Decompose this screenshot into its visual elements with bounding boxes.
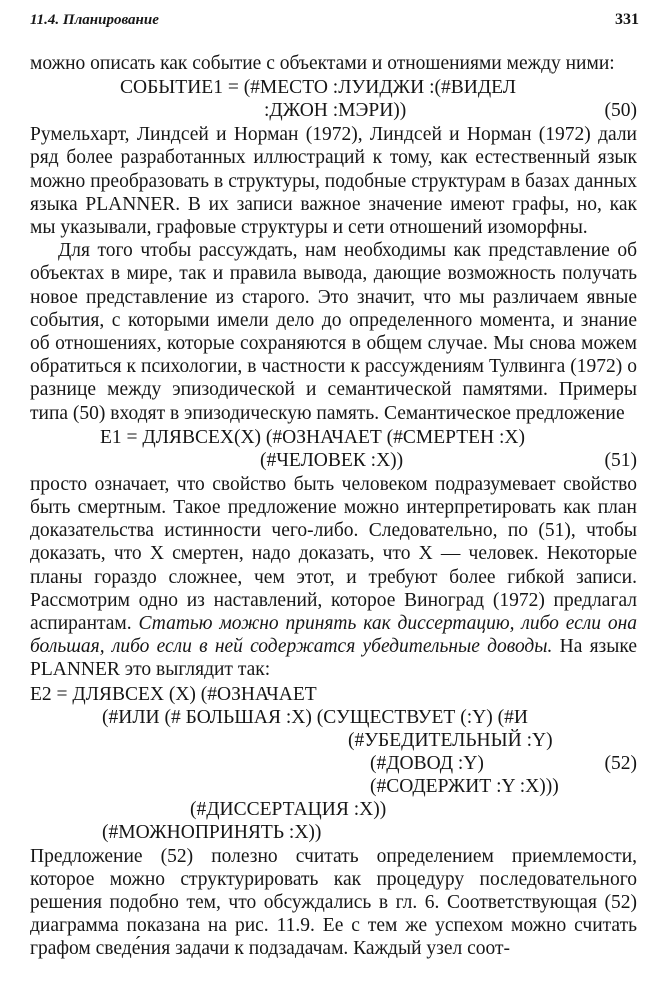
formula-50 bbox=[30, 76, 637, 122]
formula-51 bbox=[30, 426, 637, 472]
running-header bbox=[30, 12, 639, 34]
equation-number-52: (52) bbox=[604, 752, 637, 774]
formula-52-line-4-text: (#ДОВОД :Y) bbox=[370, 752, 484, 774]
formula-52-line-2: (#ИЛИ (# БОЛЬШАЯ :X) (СУЩЕСТВУЕТ (:Y) (#И bbox=[102, 706, 528, 728]
page-body bbox=[30, 52, 637, 961]
formula-52-line-6: (#ДИССЕРТАЦИЯ :X)) bbox=[190, 798, 387, 820]
formula-51-line-2-text: (#ЧЕЛОВЕК :X)) bbox=[260, 449, 404, 471]
paragraph-meaning-text: просто означает, что свойство быть человеком подразумевает свойство быть смертным. Такое предложение можно интерпретировать как план доказательства истинности чего-либо. Следовательно, по (51), чтобы доказать, что X смертен, надо доказать, что X — человек. Некоторые планы гораздо сложнее, чем этот, и требуют более гибкой записи. Рассмотрим одно из наставлений, которое Виноград (1972) предлагал аспирантам. bbox=[30, 473, 637, 635]
formula-51-line-1: Е1 = ДЛЯВСЕХ(X) (#ОЗНАЧАЕТ (#СМЕРТЕН :X) bbox=[100, 426, 526, 448]
paragraph-meaning-tail: На языке PLANNER это выглядит так: bbox=[30, 636, 638, 681]
section-title: 11.4. Планирование bbox=[30, 12, 159, 28]
paragraph-rumelhart: Румельхарт, Линдсей и Норман (1972), Линдсей и Норман (1972) дали ряд более разработанных иллюстраций к тому, как естественный язык можно преобразовать в структуры, подобные структурам в базах данных языка PLANNER. В их записи важное значение имеют графы, но, как мы указывали, графовые структуры и сети отношений изоморфны. bbox=[30, 124, 637, 239]
formula-52-line-3: (#УБЕДИТЕЛЬНЫЙ :Y) bbox=[348, 729, 553, 751]
formula-50-line-2 bbox=[30, 99, 637, 122]
paragraph-acceptability: Предложение (52) полезно считать определением приемлемости, которое можно структурировать как процедуру последовательного решения подобно тем, что обсуждались в гл. 6. Соответствующая (52) диаграмма показана на рис. 11.9. Ее с тем же успехом можно считать графом сведе́ния задачи к подзадачам. Каждый узел соот- bbox=[30, 845, 637, 960]
formula-52-line-7: (#МОЖНОПРИНЯТЬ :X)) bbox=[102, 821, 322, 843]
paragraph-meaning bbox=[30, 473, 637, 682]
formula-52-line-1: Е2 = ДЛЯВСЕХ (X) (#ОЗНАЧАЕТ bbox=[30, 683, 317, 705]
equation-number-51: (51) bbox=[604, 449, 637, 471]
formula-50-line-1: СОБЫТИЕ1 = (#МЕСТО :ЛУИДЖИ :(#ВИДЕЛ bbox=[120, 77, 516, 99]
formula-52 bbox=[30, 683, 637, 844]
paragraph-reasoning: Для того чтобы рассуждать, нам необходимы как представление об объектах в мире, так и правила вывода, дающие возможность получать новое представление из старого. Это значит, что мы различаем явные события, с которыми имели дело до определенного момента, и знание об отношениях, которые сохраняются в общем случае. Мы снова можем обратиться к психологии, в частности к рассуждениям Тулвинга (1972) о разнице между эпизодической и семантической памятями. Примеры типа (50) входят в эпизодическую память. Семантическое предложение bbox=[30, 240, 637, 424]
winograd-advice: Статью можно принять как диссертацию, либо если она большая, либо если в ней содержатся убедительные доводы. bbox=[30, 613, 638, 658]
paragraph-intro: можно описать как событие с объектами и отношениями между ними: bbox=[30, 53, 615, 74]
formula-52-line-5: (#СОДЕРЖИТ :Y :X))) bbox=[370, 775, 559, 797]
equation-number-50: (50) bbox=[604, 100, 637, 122]
formula-52-line-4 bbox=[30, 752, 637, 775]
formula-50-line-2-text: :ДЖОН :МЭРИ)) bbox=[264, 100, 407, 122]
page-number: 331 bbox=[615, 11, 639, 28]
formula-51-line-2 bbox=[30, 449, 637, 472]
